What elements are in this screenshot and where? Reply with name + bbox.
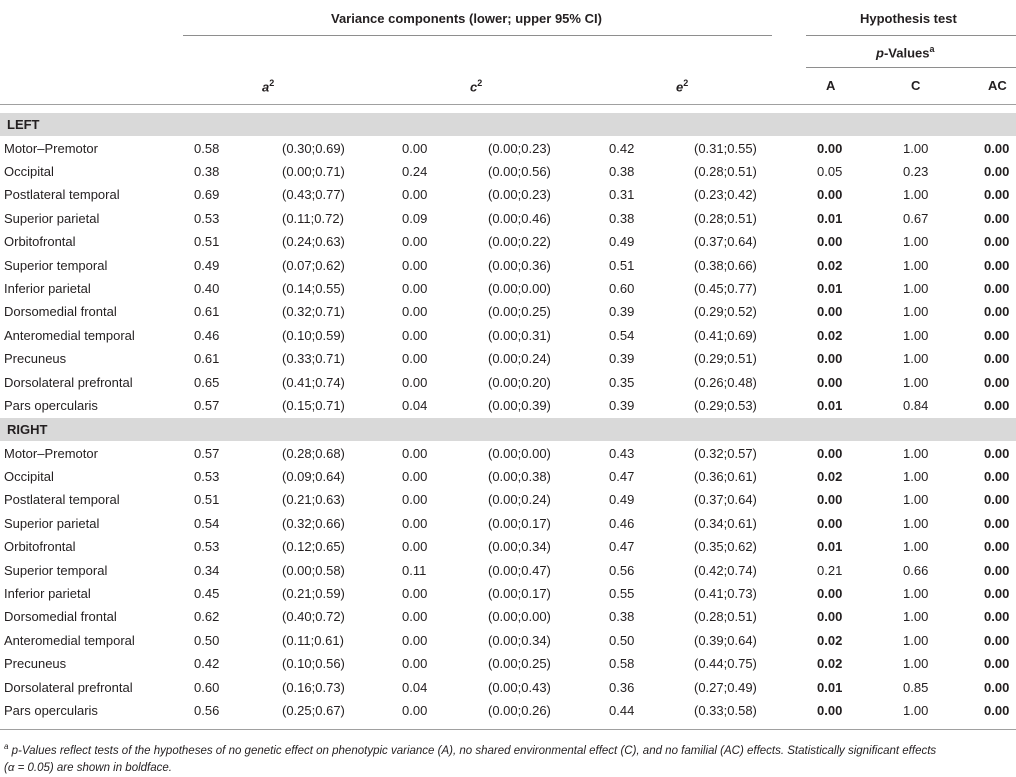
c2-ci: (0.00;0.26) xyxy=(488,702,551,718)
p-value-c: 1.00 xyxy=(903,468,929,484)
p-values-italic: p xyxy=(876,45,884,61)
section-left xyxy=(0,113,1016,136)
c2-ci: (0.00;0.25) xyxy=(488,304,551,320)
e2-ci: (0.32;0.57) xyxy=(694,445,757,461)
p-value-ac: 0.00 xyxy=(984,492,1010,508)
row-label: Orbitofrontal xyxy=(4,234,76,250)
p-value-a: 0.00 xyxy=(817,515,843,531)
c2-value: 0.00 xyxy=(402,374,428,390)
table-row xyxy=(0,183,1016,206)
row-label: Inferior parietal xyxy=(4,585,91,601)
p-value-a: 0.21 xyxy=(817,562,843,578)
a2-ci: (0.00;0.58) xyxy=(282,562,345,578)
p-value-a: 0.01 xyxy=(817,210,843,226)
p-value-a: 0.02 xyxy=(817,257,843,273)
e2-value: 0.43 xyxy=(609,445,635,461)
p-value-a: 0.01 xyxy=(817,679,843,695)
footnote xyxy=(4,738,1014,777)
hypothesis-test-header: Hypothesis test xyxy=(860,11,957,26)
p-value-ac: 0.00 xyxy=(984,679,1010,695)
a2-ci: (0.21;0.63) xyxy=(282,492,345,508)
p-value-c: 1.00 xyxy=(903,304,929,320)
row-label: Dorsomedial frontal xyxy=(4,304,117,320)
p-value-c: 1.00 xyxy=(903,609,929,625)
row-label: Superior temporal xyxy=(4,257,108,273)
e2-value: 0.47 xyxy=(609,468,635,484)
e2-value: 0.49 xyxy=(609,492,635,508)
a2-ci: (0.28;0.68) xyxy=(282,445,345,461)
a2-value: 0.69 xyxy=(194,187,220,203)
a2-value: 0.65 xyxy=(194,374,220,390)
c2-value: 0.00 xyxy=(402,515,428,531)
table-row xyxy=(0,254,1016,277)
e2-value: 0.54 xyxy=(609,327,635,343)
table-row xyxy=(0,277,1016,300)
p-value-c: 0.85 xyxy=(903,679,929,695)
a2-value: 0.53 xyxy=(194,468,220,484)
row-label: Dorsolateral prefrontal xyxy=(4,679,133,695)
c2-ci: (0.00;0.24) xyxy=(488,351,551,367)
e2-value: 0.38 xyxy=(609,210,635,226)
a2-ci: (0.11;0.72) xyxy=(282,210,344,226)
e2-value: 0.56 xyxy=(609,562,635,578)
e2-ci: (0.29;0.52) xyxy=(694,304,757,320)
e2-ci: (0.34;0.61) xyxy=(694,515,757,531)
e2-exponent: 2 xyxy=(683,78,689,88)
e2-ci: (0.31;0.55) xyxy=(694,140,757,156)
a2-value: 0.57 xyxy=(194,397,220,413)
e2-ci: (0.37;0.64) xyxy=(694,234,757,250)
p-value-ac: 0.00 xyxy=(984,468,1010,484)
c2-ci: (0.00;0.24) xyxy=(488,492,551,508)
p-value-a: 0.00 xyxy=(817,187,843,203)
c2-value: 0.00 xyxy=(402,585,428,601)
p-value-a: 0.02 xyxy=(817,468,843,484)
section-left-title: LEFT xyxy=(7,117,40,132)
e2-value: 0.47 xyxy=(609,539,635,555)
c2-ci: (0.00;0.34) xyxy=(488,632,551,648)
e2-value: 0.44 xyxy=(609,702,635,718)
p-value-c: 0.23 xyxy=(903,163,929,179)
row-label: Postlateral temporal xyxy=(4,492,120,508)
e2-value: 0.49 xyxy=(609,234,635,250)
e2-value: 0.42 xyxy=(609,140,635,156)
table-row xyxy=(0,699,1016,722)
p-value-ac: 0.00 xyxy=(984,210,1010,226)
c2-value: 0.00 xyxy=(402,539,428,555)
a2-ci: (0.16;0.73) xyxy=(282,679,345,695)
e2-base: e xyxy=(676,79,684,95)
row-label: Superior parietal xyxy=(4,210,100,226)
row-label: Superior temporal xyxy=(4,562,108,578)
c2-ci: (0.00;0.47) xyxy=(488,562,551,578)
p-value-ac: 0.00 xyxy=(984,234,1010,250)
a2-exponent: 2 xyxy=(269,78,275,88)
a2-value: 0.38 xyxy=(194,163,220,179)
e2-value: 0.51 xyxy=(609,257,635,273)
a2-ci: (0.10;0.59) xyxy=(282,327,345,343)
p-value-c: 1.00 xyxy=(903,327,929,343)
row-label: Motor–Premotor xyxy=(4,140,98,156)
p-value-ac: 0.00 xyxy=(984,515,1010,531)
e2-ci: (0.23;0.42) xyxy=(694,187,757,203)
col-ac-header: AC xyxy=(988,78,1007,93)
a2-value: 0.42 xyxy=(194,656,220,672)
p-value-c: 1.00 xyxy=(903,351,929,367)
p-values-rest: -Values xyxy=(883,45,930,61)
c2-value: 0.00 xyxy=(402,445,428,461)
a2-ci: (0.30;0.69) xyxy=(282,140,345,156)
p-value-ac: 0.00 xyxy=(984,585,1010,601)
c2-ci: (0.00;0.17) xyxy=(488,515,551,531)
section-right xyxy=(0,418,1016,441)
row-label: Motor–Premotor xyxy=(4,445,98,461)
a2-ci: (0.09;0.64) xyxy=(282,468,345,484)
c2-value: 0.00 xyxy=(402,187,428,203)
p-value-ac: 0.00 xyxy=(984,374,1010,390)
a2-ci: (0.25;0.67) xyxy=(282,702,345,718)
a2-ci: (0.32;0.66) xyxy=(282,515,345,531)
c2-value: 0.11 xyxy=(402,562,427,578)
p-value-ac: 0.00 xyxy=(984,163,1010,179)
p-value-c: 1.00 xyxy=(903,280,929,296)
table-row xyxy=(0,207,1016,230)
p-value-a: 0.00 xyxy=(817,445,843,461)
p-value-c: 0.66 xyxy=(903,562,929,578)
p-value-c: 1.00 xyxy=(903,234,929,250)
table-row xyxy=(0,605,1016,628)
e2-ci: (0.39;0.64) xyxy=(694,632,757,648)
a2-value: 0.46 xyxy=(194,327,220,343)
p-value-a: 0.02 xyxy=(817,327,843,343)
row-label: Precuneus xyxy=(4,656,67,672)
a2-ci: (0.41;0.74) xyxy=(282,374,345,390)
p-value-ac: 0.00 xyxy=(984,304,1010,320)
p-value-c: 1.00 xyxy=(903,445,929,461)
e2-value: 0.60 xyxy=(609,280,635,296)
c2-ci: (0.00;0.56) xyxy=(488,163,551,179)
p-value-ac: 0.00 xyxy=(984,140,1010,156)
p-value-ac: 0.00 xyxy=(984,702,1010,718)
a2-value: 0.53 xyxy=(194,210,220,226)
e2-value: 0.39 xyxy=(609,351,635,367)
e2-column-header xyxy=(676,78,688,94)
row-label: Anteromedial temporal xyxy=(4,327,135,343)
table-row xyxy=(0,394,1016,417)
a2-value: 0.50 xyxy=(194,632,220,648)
a2-ci: (0.32;0.71) xyxy=(282,304,345,320)
e2-value: 0.55 xyxy=(609,585,635,601)
row-label: Superior parietal xyxy=(4,515,100,531)
table-bottom-rule xyxy=(0,729,1016,730)
row-label: Anteromedial temporal xyxy=(4,632,135,648)
p-value-a: 0.00 xyxy=(817,702,843,718)
e2-value: 0.31 xyxy=(609,187,635,203)
c2-value: 0.00 xyxy=(402,632,428,648)
p-value-ac: 0.00 xyxy=(984,445,1010,461)
a2-value: 0.54 xyxy=(194,515,220,531)
c2-ci: (0.00;0.36) xyxy=(488,257,551,273)
e2-value: 0.39 xyxy=(609,397,635,413)
c2-ci: (0.00;0.00) xyxy=(488,445,551,461)
a2-value: 0.62 xyxy=(194,609,220,625)
table-row xyxy=(0,324,1016,347)
a2-value: 0.51 xyxy=(194,492,220,508)
hypothesis-header-rule xyxy=(806,35,1016,36)
p-values-rule xyxy=(806,67,1016,68)
p-value-a: 0.01 xyxy=(817,280,843,296)
p-value-c: 1.00 xyxy=(903,656,929,672)
e2-ci: (0.27;0.49) xyxy=(694,679,757,695)
p-value-a: 0.00 xyxy=(817,234,843,250)
e2-ci: (0.41;0.73) xyxy=(694,585,757,601)
a2-ci: (0.24;0.63) xyxy=(282,234,345,250)
a2-ci: (0.00;0.71) xyxy=(282,163,345,179)
a2-value: 0.58 xyxy=(194,140,220,156)
e2-ci: (0.41;0.69) xyxy=(694,327,757,343)
footnote-line-2: (α = 0.05) are shown in boldface. xyxy=(4,761,172,774)
a2-value: 0.61 xyxy=(194,351,220,367)
table-row xyxy=(0,559,1016,582)
a2-value: 0.49 xyxy=(194,257,220,273)
c2-ci: (0.00;0.46) xyxy=(488,210,551,226)
section-right-title: RIGHT xyxy=(7,422,48,437)
p-value-c: 1.00 xyxy=(903,257,929,273)
p-values-footnote-marker: a xyxy=(929,44,935,54)
a2-ci: (0.12;0.65) xyxy=(282,539,345,555)
e2-ci: (0.28;0.51) xyxy=(694,609,757,625)
p-value-c: 0.84 xyxy=(903,397,929,413)
p-value-ac: 0.00 xyxy=(984,609,1010,625)
p-value-ac: 0.00 xyxy=(984,351,1010,367)
e2-ci: (0.37;0.64) xyxy=(694,492,757,508)
p-value-c: 1.00 xyxy=(903,702,929,718)
row-label: Postlateral temporal xyxy=(4,187,120,203)
table-row xyxy=(0,230,1016,253)
table-row xyxy=(0,652,1016,675)
header-bottom-rule xyxy=(0,104,1016,105)
e2-value: 0.38 xyxy=(609,609,635,625)
c2-base: c xyxy=(470,79,478,95)
variance-components-header: Variance components (lower; upper 95% CI) xyxy=(331,11,602,26)
e2-value: 0.46 xyxy=(609,515,635,531)
row-label: Precuneus xyxy=(4,351,67,367)
e2-ci: (0.38;0.66) xyxy=(694,257,757,273)
a2-value: 0.45 xyxy=(194,585,220,601)
table-row xyxy=(0,300,1016,323)
p-value-c: 1.00 xyxy=(903,585,929,601)
e2-value: 0.36 xyxy=(609,679,635,695)
a2-column-header xyxy=(262,78,274,94)
e2-value: 0.39 xyxy=(609,304,635,320)
a2-ci: (0.40;0.72) xyxy=(282,609,345,625)
table-row xyxy=(0,137,1016,160)
p-value-c: 1.00 xyxy=(903,515,929,531)
a2-value: 0.60 xyxy=(194,679,220,695)
p-value-ac: 0.00 xyxy=(984,562,1010,578)
c2-value: 0.00 xyxy=(402,257,428,273)
p-value-a: 0.00 xyxy=(817,374,843,390)
footnote-line-1: p-Values reflect tests of the hypotheses of no genetic effect on phenotypic variance (A), no shared environmental effect (C), and no familial (AC) effects. Statistically significant effects xyxy=(11,744,937,757)
a2-ci: (0.10;0.56) xyxy=(282,656,345,672)
table-row xyxy=(0,676,1016,699)
c2-ci: (0.00;0.43) xyxy=(488,679,551,695)
p-value-a: 0.02 xyxy=(817,656,843,672)
table-row xyxy=(0,347,1016,370)
a2-ci: (0.14;0.55) xyxy=(282,280,345,296)
p-value-ac: 0.00 xyxy=(984,257,1010,273)
c2-exponent: 2 xyxy=(477,78,483,88)
table-row xyxy=(0,371,1016,394)
e2-value: 0.50 xyxy=(609,632,635,648)
c2-column-header xyxy=(470,78,482,94)
p-value-a: 0.00 xyxy=(817,492,843,508)
table-row xyxy=(0,512,1016,535)
row-label: Dorsomedial frontal xyxy=(4,609,117,625)
e2-ci: (0.33;0.58) xyxy=(694,702,757,718)
c2-ci: (0.00;0.34) xyxy=(488,539,551,555)
row-label: Pars opercularis xyxy=(4,702,98,718)
a2-value: 0.34 xyxy=(194,562,220,578)
p-value-c: 1.00 xyxy=(903,140,929,156)
c2-ci: (0.00;0.23) xyxy=(488,140,551,156)
p-value-a: 0.02 xyxy=(817,632,843,648)
p-value-c: 1.00 xyxy=(903,187,929,203)
p-value-ac: 0.00 xyxy=(984,397,1010,413)
c2-ci: (0.00;0.00) xyxy=(488,609,551,625)
c2-ci: (0.00;0.17) xyxy=(488,585,551,601)
p-value-a: 0.00 xyxy=(817,304,843,320)
p-value-ac: 0.00 xyxy=(984,327,1010,343)
p-value-a: 0.05 xyxy=(817,163,843,179)
e2-value: 0.58 xyxy=(609,656,635,672)
p-value-c: 1.00 xyxy=(903,539,929,555)
c2-ci: (0.00;0.23) xyxy=(488,187,551,203)
table-row xyxy=(0,488,1016,511)
p-value-c: 1.00 xyxy=(903,374,929,390)
p-value-c: 1.00 xyxy=(903,632,929,648)
c2-value: 0.00 xyxy=(402,140,428,156)
c2-value: 0.00 xyxy=(402,609,428,625)
a2-value: 0.61 xyxy=(194,304,220,320)
table-row xyxy=(0,535,1016,558)
a2-ci: (0.11;0.61) xyxy=(282,632,344,648)
e2-ci: (0.26;0.48) xyxy=(694,374,757,390)
e2-ci: (0.44;0.75) xyxy=(694,656,757,672)
e2-value: 0.35 xyxy=(609,374,635,390)
p-value-c: 1.00 xyxy=(903,492,929,508)
p-value-ac: 0.00 xyxy=(984,656,1010,672)
e2-ci: (0.42;0.74) xyxy=(694,562,757,578)
c2-ci: (0.00;0.20) xyxy=(488,374,551,390)
c2-ci: (0.00;0.38) xyxy=(488,468,551,484)
row-label: Orbitofrontal xyxy=(4,539,76,555)
table-row xyxy=(0,442,1016,465)
p-value-ac: 0.00 xyxy=(984,280,1010,296)
e2-value: 0.38 xyxy=(609,163,635,179)
p-value-ac: 0.00 xyxy=(984,539,1010,555)
row-label: Occipital xyxy=(4,468,54,484)
e2-ci: (0.36;0.61) xyxy=(694,468,757,484)
p-value-a: 0.00 xyxy=(817,140,843,156)
a2-value: 0.53 xyxy=(194,539,220,555)
p-value-ac: 0.00 xyxy=(984,632,1010,648)
c2-value: 0.09 xyxy=(402,210,428,226)
col-a-header: A xyxy=(826,78,836,93)
c2-ci: (0.00;0.39) xyxy=(488,397,551,413)
e2-ci: (0.29;0.51) xyxy=(694,351,757,367)
p-value-c: 0.67 xyxy=(903,210,929,226)
p-value-a: 0.01 xyxy=(817,539,843,555)
c2-ci: (0.00;0.22) xyxy=(488,234,551,250)
p-value-a: 0.00 xyxy=(817,351,843,367)
row-label: Inferior parietal xyxy=(4,280,91,296)
e2-ci: (0.28;0.51) xyxy=(694,210,757,226)
c2-value: 0.00 xyxy=(402,304,428,320)
c2-value: 0.24 xyxy=(402,163,428,179)
p-values-header xyxy=(876,44,935,60)
p-value-ac: 0.00 xyxy=(984,187,1010,203)
a2-value: 0.56 xyxy=(194,702,220,718)
c2-ci: (0.00;0.25) xyxy=(488,656,551,672)
p-value-a: 0.00 xyxy=(817,585,843,601)
c2-value: 0.00 xyxy=(402,492,428,508)
c2-value: 0.04 xyxy=(402,679,428,695)
variance-header-rule xyxy=(183,35,772,36)
p-value-a: 0.01 xyxy=(817,397,843,413)
e2-ci: (0.29;0.53) xyxy=(694,397,757,413)
a2-ci: (0.15;0.71) xyxy=(282,397,345,413)
c2-value: 0.00 xyxy=(402,280,428,296)
p-value-a: 0.00 xyxy=(817,609,843,625)
a2-ci: (0.33;0.71) xyxy=(282,351,345,367)
e2-ci: (0.28;0.51) xyxy=(694,163,757,179)
table-row xyxy=(0,629,1016,652)
c2-value: 0.00 xyxy=(402,702,428,718)
c2-value: 0.00 xyxy=(402,656,428,672)
table-row xyxy=(0,160,1016,183)
table-row xyxy=(0,465,1016,488)
a2-ci: (0.43;0.77) xyxy=(282,187,345,203)
row-label: Pars opercularis xyxy=(4,397,98,413)
c2-value: 0.00 xyxy=(402,234,428,250)
c2-value: 0.00 xyxy=(402,351,428,367)
c2-value: 0.00 xyxy=(402,468,428,484)
a2-base: a xyxy=(262,79,270,95)
a2-value: 0.57 xyxy=(194,445,220,461)
c2-ci: (0.00;0.00) xyxy=(488,280,551,296)
row-label: Occipital xyxy=(4,163,54,179)
e2-ci: (0.35;0.62) xyxy=(694,539,757,555)
a2-ci: (0.07;0.62) xyxy=(282,257,345,273)
a2-value: 0.40 xyxy=(194,280,220,296)
e2-ci: (0.45;0.77) xyxy=(694,280,757,296)
footnote-marker: a xyxy=(4,742,9,751)
c2-ci: (0.00;0.31) xyxy=(488,327,551,343)
row-label: Dorsolateral prefrontal xyxy=(4,374,133,390)
col-c-header: C xyxy=(911,78,921,93)
c2-value: 0.00 xyxy=(402,327,428,343)
a2-value: 0.51 xyxy=(194,234,220,250)
a2-ci: (0.21;0.59) xyxy=(282,585,345,601)
table-row xyxy=(0,582,1016,605)
c2-value: 0.04 xyxy=(402,397,428,413)
